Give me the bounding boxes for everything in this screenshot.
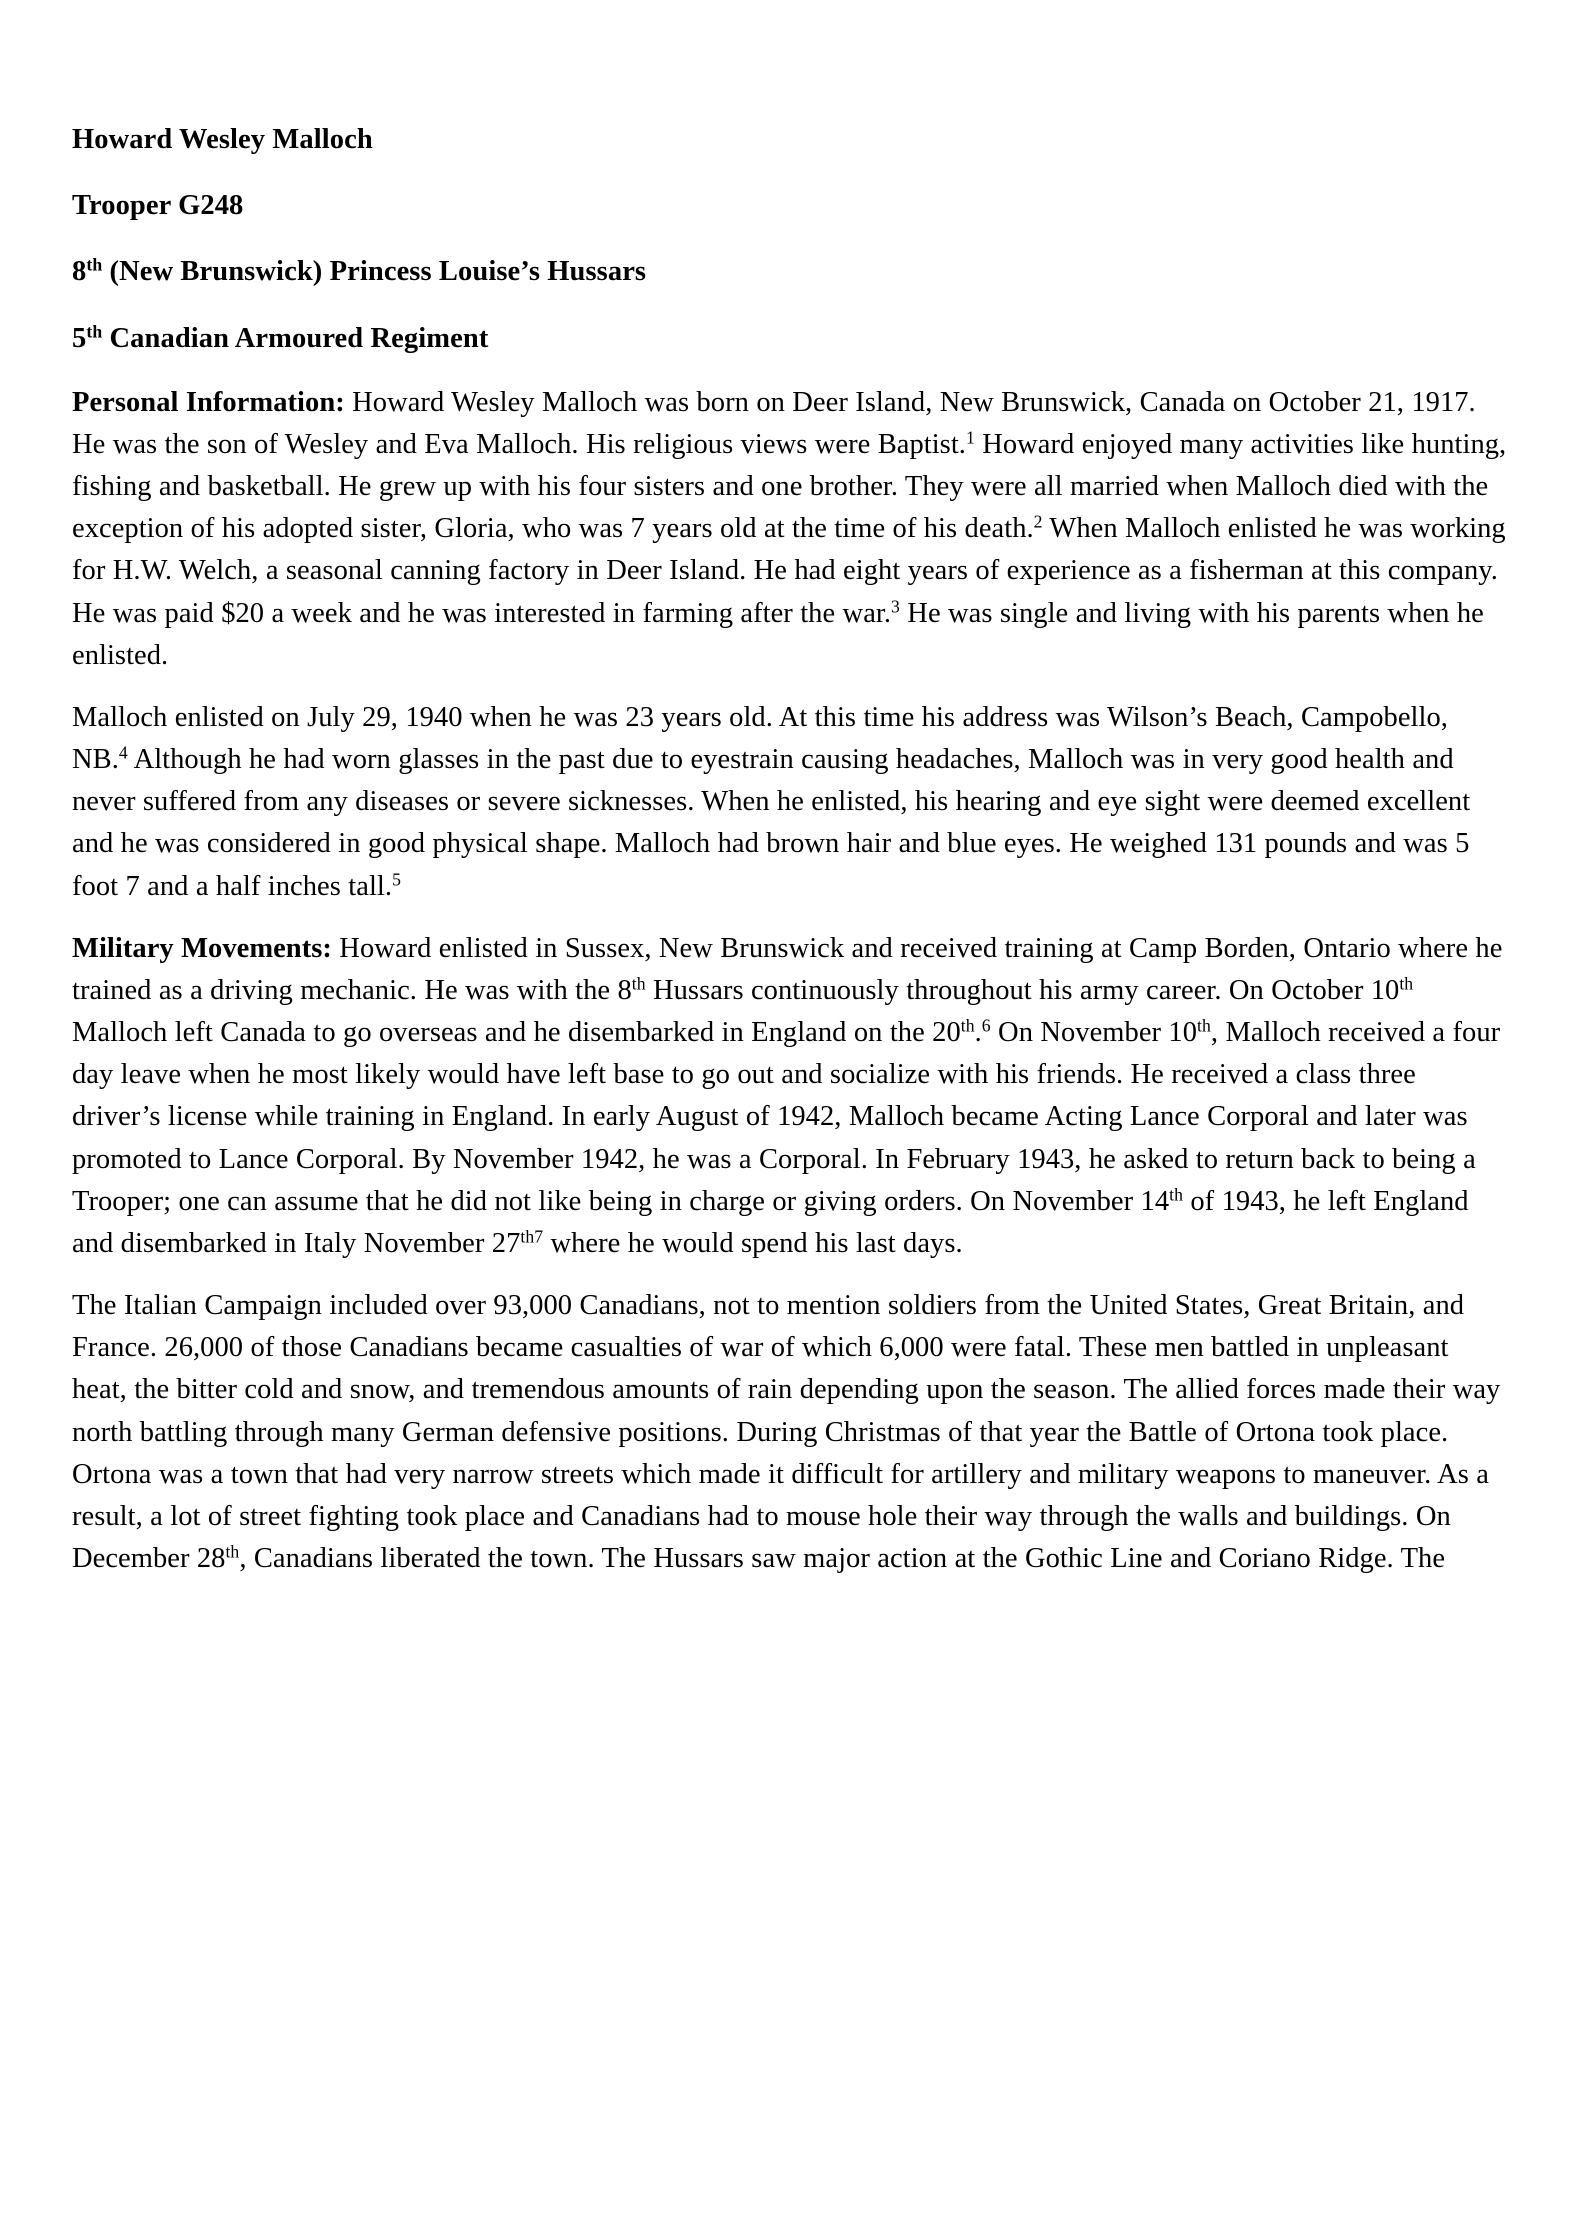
footnote-marker[interactable]: 1 [965, 427, 975, 448]
document-title: Howard Wesley Malloch [72, 124, 373, 155]
ordinal-suffix: th [1399, 973, 1414, 994]
footnote-marker[interactable]: 4 [118, 742, 128, 763]
paragraph-text: of 1943, he left England and disembarked in Italy November 27 [72, 1185, 1469, 1259]
paragraph-text: , Canadians liberated the town. The Hussars saw major action at the Gothic Line and Coriano Ridge. The [239, 1543, 1446, 1575]
regiment-number: 5 [72, 322, 87, 354]
paragraph-text: where he would spend his last days. [543, 1227, 963, 1259]
paragraph-text: Howard enjoyed many activities like hunting, fishing and basketball. He grew up with his four sisters and one brother. They were all married when Malloch died with the exception of his adopted sister, Gloria, who was 7 years old at the time of his death. [72, 428, 1507, 545]
ordinal-suffix: th [1197, 1015, 1211, 1036]
ordinal-suffix: th [631, 973, 646, 994]
paragraph-text: Malloch enlisted on July 29, 1940 when he was 23 years old. At this time his address was Wilson’s Beach, Campobello, NB. [72, 701, 1448, 776]
body-paragraph [72, 928, 1508, 1265]
paragraph-lead-label: Military Movements: [72, 932, 332, 964]
regiment-name: Canadian Armoured Regiment [102, 322, 489, 354]
regiment-heading-hussars [72, 250, 1508, 294]
paragraph-text: When Malloch enlisted he was working for H.W. Welch, a seasonal canning factory in Deer Island. He had eight years of experience as a fisherman at this company. He was paid $20 a week and he was interested in farming after the war. [72, 513, 1506, 629]
footnote-marker[interactable]: 3 [891, 595, 900, 616]
paragraph-text: Hussars continuously throughout his army career. On October 10 [645, 974, 1400, 1006]
body-paragraph [72, 697, 1508, 908]
paragraph-text: The Italian Campaign included over 93,000 Canadians, not to mention soldiers from the United States, Great Britain, and France. 26,000 of those Canadians became casualties of war of which 6,000 were fatal. These men battled in unpleasant heat, the bitter cold and snow, and tremendous amounts of rain depending upon the season. The allied forces made their way north battling through many German defensive positions. During Christmas of that year the Battle of Ortona took place. Ortona was a town that had very narrow streets which made it difficult for artillery and military weapons to maneuver. As a result, a lot of street fighting took place and Canadians had to mouse hole their way through the walls and buildings. On December 28 [72, 1290, 1501, 1575]
body-paragraph [72, 1285, 1508, 1580]
paragraph-container [72, 382, 1508, 1581]
footnote-marker[interactable]: 5 [392, 868, 401, 889]
subject-rank-heading: Trooper G248 [72, 190, 244, 222]
ordinal-suffix: th [225, 1541, 240, 1562]
paragraph-text: , Malloch received a four day leave when he most likely would have left base to go out and socialize with his friends. He received a class three driver’s license while training in England. In early August of 1942, Malloch became Acting Lance Corporal and later was promoted to Lance Corporal. By November 1942, he was a Corporal. In February 1943, he asked to return back to being a Trooper; one can assume that he did not like being in charge or giving orders. On November 14 [72, 1017, 1501, 1217]
footnote-marker[interactable]: 7 [534, 1226, 544, 1247]
body-paragraph [72, 382, 1508, 677]
paragraph-text: Howard Wesley Malloch was born on Deer Island, New Brunswick, Canada on October 21, 1917. He was the son of Wesley and Eva Malloch. His religious views were Baptist. [72, 386, 1476, 460]
regiment-number: 8 [72, 256, 87, 288]
paragraph-text: He was single and living with his parents when he enlisted. [72, 597, 1484, 671]
footnote-marker[interactable]: 6 [981, 1015, 991, 1036]
ordinal-suffix: th [86, 254, 103, 275]
ordinal-suffix: th [960, 1015, 975, 1036]
document-body [72, 118, 1508, 1580]
footnote-marker[interactable]: 2 [1033, 511, 1043, 532]
paragraph-text: Although he had worn glasses in the past due to eyestrain causing headaches, Malloch was in very good health and never suffered from any diseases or severe sicknesses. When he enlisted, his hearing and eye sight were deemed excellent and he was considered in good physical shape. Malloch had brown hair and blue eyes. He weighed 131 pounds and was 5 foot 7 and a half inches tall. [72, 744, 1471, 902]
paragraph-text: Malloch left Canada to go overseas and he disembarked in England on the 20 [72, 1017, 961, 1049]
ordinal-suffix: th [1169, 1184, 1183, 1205]
regiment-name: (New Brunswick) Princess Louise’s Hussars [102, 256, 647, 288]
regiment-heading-armoured [72, 317, 1508, 361]
ordinal-suffix: th [86, 320, 103, 341]
paragraph-lead-label: Personal Information: [72, 386, 345, 418]
ordinal-suffix: th [520, 1226, 535, 1247]
paragraph-text: Howard enlisted in Sussex, New Brunswick and received training at Camp Borden, Ontario where he trained as a driving mechanic. He was with the 8 [72, 932, 1503, 1006]
paragraph-text: On November 10 [990, 1017, 1198, 1049]
paragraph-text: . [974, 1017, 982, 1049]
